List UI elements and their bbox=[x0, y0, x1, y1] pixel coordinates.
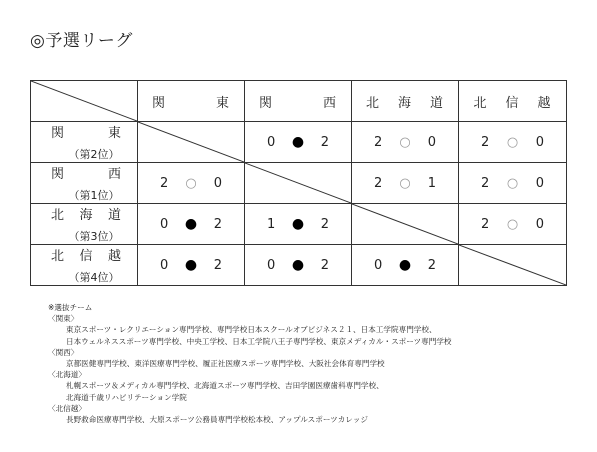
page-title: ◎予選リーグ bbox=[30, 31, 133, 51]
score-left: 0 bbox=[267, 134, 276, 150]
score-right: 2 bbox=[427, 257, 436, 273]
row-rank: （第4位） bbox=[68, 271, 120, 284]
table-row bbox=[31, 122, 567, 163]
notes-school-line: 長野救命医療専門学校、大原スポーツ公務員専門学校松本校、アップルスポーツカレッジ bbox=[66, 415, 368, 425]
league-table bbox=[30, 80, 567, 286]
score-left: 2 bbox=[160, 175, 169, 191]
score-left: 2 bbox=[481, 216, 490, 232]
score-cell bbox=[138, 204, 245, 245]
win-mark-icon: ○ bbox=[185, 175, 197, 191]
win-mark-icon: ○ bbox=[399, 134, 411, 150]
notes-heading: ※選抜チーム bbox=[48, 303, 93, 312]
header-row bbox=[31, 81, 567, 122]
notes-region-label: 〈関東〉 bbox=[48, 314, 79, 324]
row-team-name: 関 東 bbox=[51, 126, 121, 141]
score-right: 2 bbox=[320, 216, 329, 232]
notes-region-label: 〈北信越〉 bbox=[48, 403, 86, 413]
self-match-cell bbox=[245, 163, 352, 204]
score-left: 2 bbox=[374, 175, 383, 191]
score-cell bbox=[245, 204, 352, 245]
score-right: 2 bbox=[213, 216, 222, 232]
self-match-cell bbox=[352, 204, 459, 245]
score-right: 0 bbox=[213, 175, 222, 191]
self-match-cell bbox=[138, 122, 245, 163]
self-match-cell bbox=[459, 245, 567, 286]
score-left: 2 bbox=[374, 134, 383, 150]
loss-mark-icon: ● bbox=[184, 257, 198, 273]
notes-school-line: 東京スポーツ・レクリエーション専門学校、専門学校日本スクールオブビジネス２１、日本工学院専門学校、 bbox=[66, 325, 437, 335]
score-cell bbox=[352, 245, 459, 286]
notes-school-line: 北海道千歳リハビリテーション学院 bbox=[66, 392, 187, 402]
corner-cell bbox=[31, 81, 138, 122]
score-left: 0 bbox=[267, 257, 276, 273]
col-head-kanto: 関 東 bbox=[138, 81, 245, 122]
loss-mark-icon: ● bbox=[291, 216, 305, 232]
row-rank: （第1位） bbox=[68, 189, 120, 202]
score-left: 1 bbox=[267, 216, 276, 232]
score-cell bbox=[459, 163, 567, 204]
loss-mark-icon: ● bbox=[398, 257, 412, 273]
loss-mark-icon: ● bbox=[291, 257, 305, 273]
score-cell bbox=[352, 122, 459, 163]
row-team-name: 北 海 道 bbox=[51, 208, 121, 223]
selection-notes bbox=[48, 302, 452, 425]
row-rank: （第3位） bbox=[68, 230, 120, 243]
table-row bbox=[31, 163, 567, 204]
row-rank: （第2位） bbox=[68, 148, 120, 161]
score-cell bbox=[459, 204, 567, 245]
win-mark-icon: ○ bbox=[399, 175, 411, 191]
score-left: 0 bbox=[160, 257, 169, 273]
notes-school-line: 京都医健専門学校、東洋医療専門学校、履正社医療スポーツ専門学校、大阪社会体育専門学校 bbox=[66, 359, 385, 369]
row-head bbox=[31, 204, 138, 245]
score-cell bbox=[138, 163, 245, 204]
table-row bbox=[31, 204, 567, 245]
win-mark-icon: ○ bbox=[506, 175, 519, 191]
loss-mark-icon: ● bbox=[184, 216, 198, 232]
notes-school-line: 札幌スポーツ＆メディカル専門学校、北海道スポーツ専門学校、吉田学園医療歯科専門学校、 bbox=[66, 381, 384, 391]
score-cell bbox=[352, 163, 459, 204]
row-head bbox=[31, 122, 138, 163]
notes-region-label: 〈関西〉 bbox=[48, 347, 79, 357]
loss-mark-icon: ● bbox=[291, 134, 305, 150]
score-left: 0 bbox=[374, 257, 383, 273]
table-row bbox=[31, 245, 567, 286]
col-head-hokkaido: 北 海 道 bbox=[352, 81, 459, 122]
row-head bbox=[31, 245, 138, 286]
row-team-name: 関 西 bbox=[51, 167, 121, 182]
row-team-name: 北 信 越 bbox=[51, 249, 121, 264]
score-cell bbox=[245, 122, 352, 163]
score-right: 2 bbox=[320, 257, 329, 273]
score-left: 2 bbox=[481, 175, 490, 191]
win-mark-icon: ○ bbox=[506, 216, 519, 232]
score-right: 0 bbox=[535, 216, 544, 232]
score-cell bbox=[459, 122, 567, 163]
row-head bbox=[31, 163, 138, 204]
win-mark-icon: ○ bbox=[506, 134, 519, 150]
score-right: 0 bbox=[535, 175, 544, 191]
score-cell bbox=[138, 245, 245, 286]
notes-school-line: 日本ウェルネススポーツ専門学校、中央工学校、日本工学院八王子専門学校、東京メディカル・スポーツ専門学校 bbox=[66, 336, 452, 346]
score-right: 0 bbox=[427, 134, 436, 150]
score-right: 2 bbox=[320, 134, 329, 150]
col-head-kansai: 関 西 bbox=[245, 81, 352, 122]
notes-region-label: 〈北海道〉 bbox=[48, 370, 86, 380]
col-head-hokushinetsu: 北 信 越 bbox=[459, 81, 567, 122]
score-right: 0 bbox=[535, 134, 544, 150]
score-right: 2 bbox=[213, 257, 222, 273]
score-left: 0 bbox=[160, 216, 169, 232]
score-right: 1 bbox=[427, 175, 436, 191]
score-left: 2 bbox=[481, 134, 490, 150]
score-cell bbox=[245, 245, 352, 286]
